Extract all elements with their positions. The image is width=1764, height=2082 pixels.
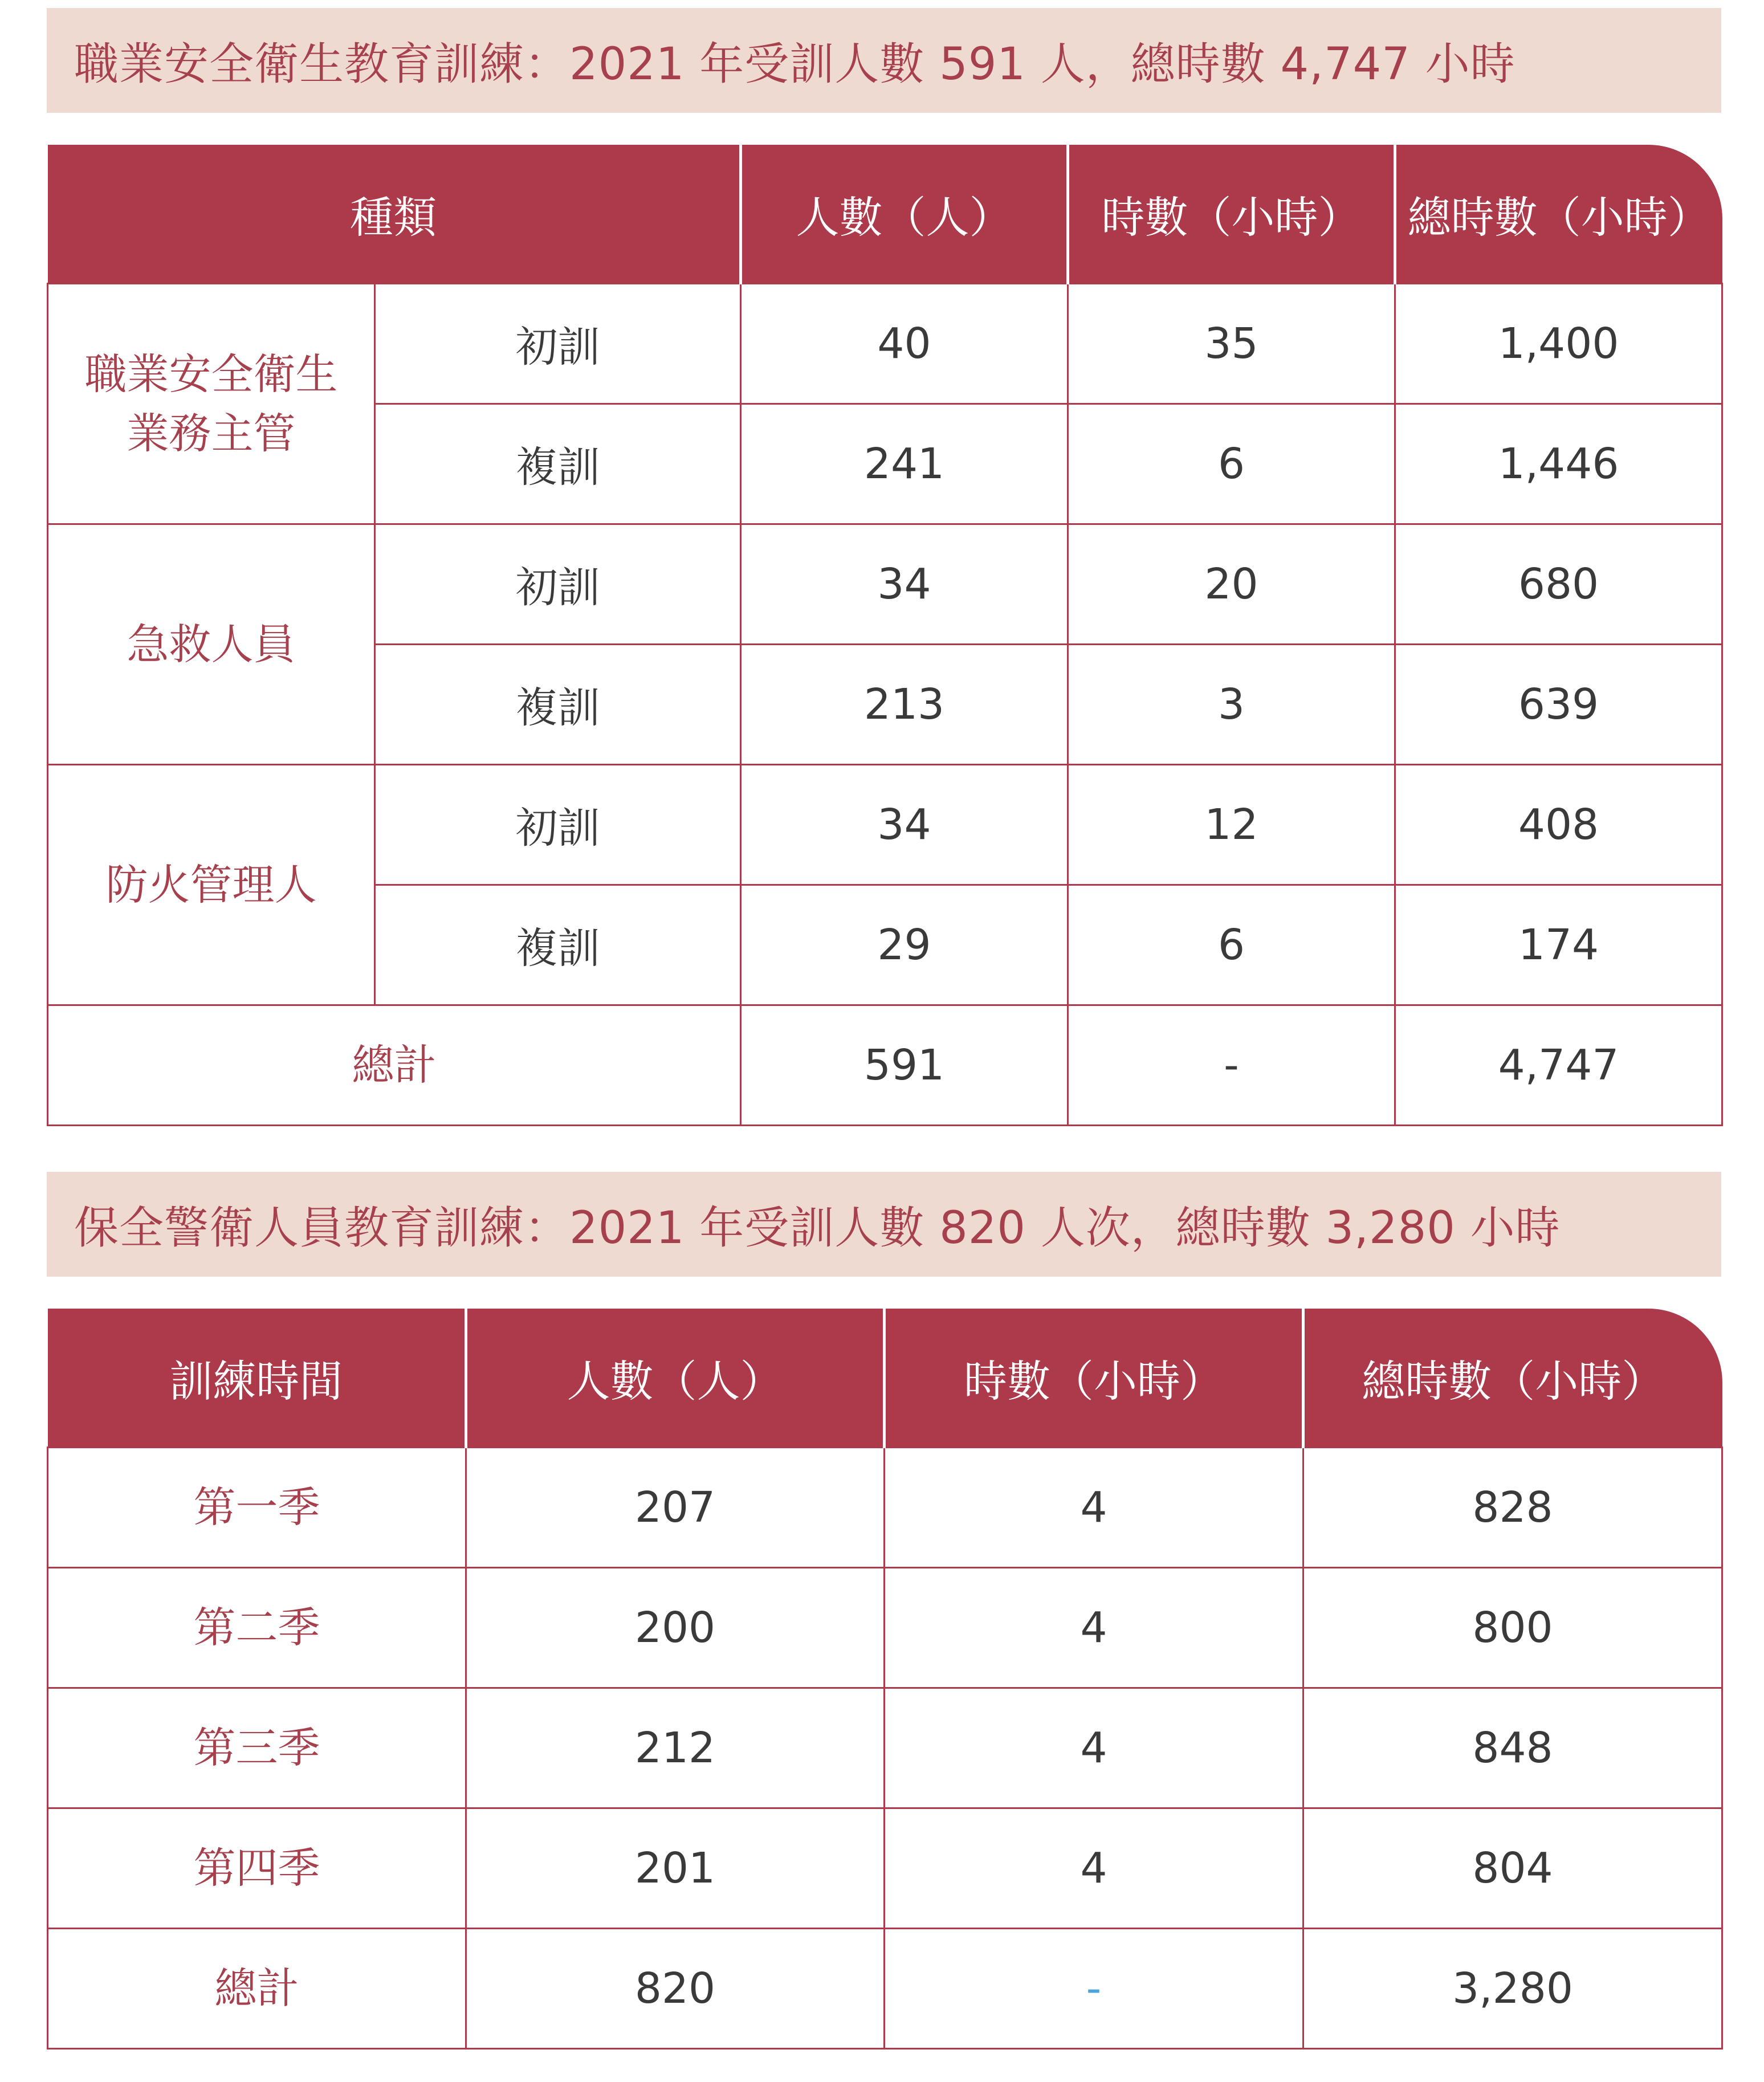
total-hours-cell: 804	[1303, 1808, 1722, 1929]
security-training-table	[47, 1309, 1723, 2050]
safety-training-table	[47, 145, 1723, 1126]
total-people: 820	[466, 1929, 885, 2049]
people-cell: 200	[466, 1568, 885, 1688]
category-cell	[48, 284, 375, 524]
table-row	[48, 1808, 1722, 1929]
table-row	[48, 1448, 1722, 1568]
header-people: 人數（人）	[741, 145, 1068, 284]
total-people: 591	[741, 1005, 1068, 1126]
hours-cell: 4	[885, 1808, 1303, 1929]
hours-cell: 3	[1068, 645, 1395, 765]
total-label: 總計	[48, 1929, 466, 2049]
table-header-row	[48, 145, 1722, 284]
table-row	[48, 1688, 1722, 1808]
hours-cell: 4	[885, 1688, 1303, 1808]
training-type-cell: 初訓	[375, 284, 741, 404]
hours-cell: 35	[1068, 284, 1395, 404]
category-label: 職業安全衛生業務主管	[84, 349, 338, 458]
category-cell: 急救人員	[48, 524, 375, 765]
total-hours-cell: 800	[1303, 1568, 1722, 1688]
total-label: 總計	[48, 1005, 741, 1126]
total-hours-sum: 4,747	[1395, 1005, 1722, 1126]
total-hours-per: -	[1068, 1005, 1395, 1126]
safety-training-banner	[47, 8, 1721, 113]
hours-cell: 12	[1068, 765, 1395, 885]
hours-cell: 4	[885, 1448, 1303, 1568]
people-cell: 29	[741, 885, 1068, 1005]
total-row	[48, 1929, 1722, 2049]
table-row	[48, 765, 1722, 885]
total-hours-cell: 848	[1303, 1688, 1722, 1808]
total-hours-cell: 680	[1395, 524, 1722, 645]
training-type-cell: 複訓	[375, 885, 741, 1005]
security-training-banner-text: 保全警衛人員教育訓練：2021 年受訓人數 820 人次，總時數 3,280 小時	[74, 1203, 1561, 1254]
table-row	[48, 524, 1722, 645]
training-type-cell: 初訓	[375, 765, 741, 885]
total-hours-cell: 639	[1395, 645, 1722, 765]
total-hours-per: -	[885, 1929, 1303, 2049]
people-cell: 212	[466, 1688, 885, 1808]
people-cell: 34	[741, 524, 1068, 645]
total-row	[48, 1005, 1722, 1126]
header-people: 人數（人）	[466, 1309, 885, 1448]
hours-cell: 20	[1068, 524, 1395, 645]
people-cell: 241	[741, 404, 1068, 524]
people-cell: 201	[466, 1808, 885, 1929]
header-hours: 時數（小時）	[885, 1309, 1303, 1448]
people-cell: 34	[741, 765, 1068, 885]
total-hours-cell: 174	[1395, 885, 1722, 1005]
hours-cell: 4	[885, 1568, 1303, 1688]
period-cell: 第二季	[48, 1568, 466, 1688]
total-hours-sum: 3,280	[1303, 1929, 1722, 2049]
people-cell: 207	[466, 1448, 885, 1568]
people-cell: 40	[741, 284, 1068, 404]
hours-cell: 6	[1068, 404, 1395, 524]
category-cell: 防火管理人	[48, 765, 375, 1005]
training-type-cell: 複訓	[375, 404, 741, 524]
header-period: 訓練時間	[48, 1309, 466, 1448]
security-training-banner	[47, 1172, 1721, 1277]
safety-training-banner-text: 職業安全衛生教育訓練：2021 年受訓人數 591 人，總時數 4,747 小時	[74, 39, 1516, 90]
total-hours-cell: 1,446	[1395, 404, 1722, 524]
total-hours-cell: 1,400	[1395, 284, 1722, 404]
total-hours-cell: 828	[1303, 1448, 1722, 1568]
table-row	[48, 284, 1722, 404]
total-hours-cell: 408	[1395, 765, 1722, 885]
header-category: 種類	[48, 145, 741, 284]
training-type-cell: 複訓	[375, 645, 741, 765]
training-type-cell: 初訓	[375, 524, 741, 645]
table-row	[48, 1568, 1722, 1688]
header-total-hours: 總時數（小時）	[1395, 145, 1722, 284]
people-cell: 213	[741, 645, 1068, 765]
header-hours: 時數（小時）	[1068, 145, 1395, 284]
period-cell: 第四季	[48, 1808, 466, 1929]
period-cell: 第一季	[48, 1448, 466, 1568]
table-header-row	[48, 1309, 1722, 1448]
period-cell: 第三季	[48, 1688, 466, 1808]
hours-cell: 6	[1068, 885, 1395, 1005]
header-total-hours: 總時數（小時）	[1303, 1309, 1722, 1448]
